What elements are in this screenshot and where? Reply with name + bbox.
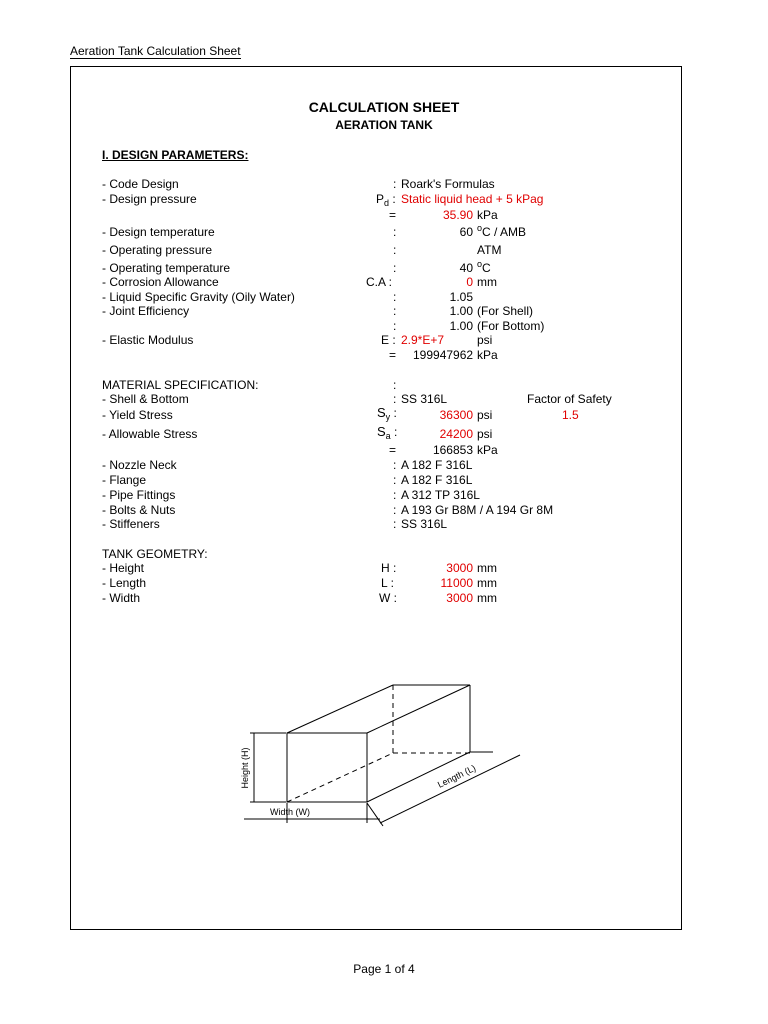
colon: :	[393, 243, 397, 257]
label-operating-pressure: - Operating pressure	[102, 243, 213, 257]
label-shell-bottom: - Shell & Bottom	[102, 392, 189, 406]
colon: :	[393, 304, 397, 318]
value-operating-temperature: 40	[459, 261, 473, 275]
top-edge-left	[287, 685, 393, 733]
symbol-ca: C.A :	[366, 275, 393, 289]
unit: mm	[477, 561, 497, 575]
heading-tank-geometry: TANK GEOMETRY:	[102, 547, 208, 561]
label-operating-temperature: - Operating temperature	[102, 261, 231, 275]
equals: =	[389, 208, 397, 222]
label-length: - Length	[102, 576, 147, 590]
value-design-pressure-kpa: 35.90	[442, 208, 473, 222]
symbol-pd: $P_d$ :	[376, 192, 396, 208]
page-header: Aeration Tank Calculation Sheet	[70, 44, 241, 58]
value-stiffeners: SS 316L	[401, 517, 448, 531]
symbol-w: W :	[379, 591, 397, 605]
value-bolts-nuts: A 193 Gr B8M / A 194 Gr 8M	[401, 503, 554, 517]
unit: kPa	[477, 443, 498, 457]
front-face	[287, 733, 367, 802]
colon: :	[393, 517, 397, 531]
colon: :	[393, 290, 397, 304]
colon: :	[393, 473, 397, 487]
label-elastic-modulus: - Elastic Modulus	[102, 333, 194, 347]
label-flange: - Flange	[102, 473, 147, 487]
label-nozzle-neck: - Nozzle Neck	[102, 458, 177, 472]
label-corrosion-allowance: - Corrosion Allowance	[102, 275, 219, 289]
value-joint-efficiency-bottom: 1.00	[449, 319, 473, 333]
label-stiffeners: - Stiffeners	[102, 517, 160, 531]
value-elastic-modulus-kpa: 199947962	[413, 348, 474, 362]
label-design-pressure: - Design pressure	[102, 192, 197, 206]
hidden-edge-diagonal	[287, 753, 393, 802]
top-edge-right	[367, 685, 470, 733]
label-width: - Width	[102, 591, 141, 605]
value-design-pressure: Static liquid head + 5 kPag	[401, 192, 544, 206]
value-elastic-modulus: 2.9*E+7	[401, 333, 445, 347]
length-dimension-line	[380, 755, 520, 823]
value-length: 11000	[440, 576, 473, 590]
value-allowable-stress-kpa: 166853	[432, 443, 473, 457]
symbol-l: L :	[381, 576, 394, 590]
value-design-temperature: 60	[459, 225, 473, 239]
sheet-title: CALCULATION SHEET	[308, 99, 460, 115]
symbol-sa: $S_a$ :	[377, 424, 398, 441]
value-pipe-fittings: A 312 TP 316L	[401, 488, 480, 502]
unit: (For Bottom)	[477, 319, 545, 333]
label-height: - Height	[102, 561, 145, 575]
unit: psi	[477, 333, 493, 347]
label-design-temperature: - Design temperature	[102, 225, 215, 239]
width-dimension-label: Width (W)	[270, 807, 310, 817]
label-yield-stress: - Yield Stress	[102, 408, 173, 422]
equals: =	[389, 443, 397, 457]
heading-material-specification: MATERIAL SPECIFICATION:	[102, 378, 259, 392]
value-shell-bottom: SS 316L	[401, 392, 448, 406]
value-flange: A 182 F 316L	[401, 473, 473, 487]
value-yield-stress: 36300	[439, 408, 473, 422]
symbol-e: E :	[381, 333, 396, 347]
value-height: 3000	[446, 561, 473, 575]
label-joint-efficiency: - Joint Efficiency	[102, 304, 190, 318]
label-code-design: - Code Design	[102, 177, 179, 191]
equals: =	[389, 348, 397, 362]
colon: :	[393, 392, 397, 406]
value-allowable-stress: 24200	[439, 427, 473, 441]
section-design-parameters: I. DESIGN PARAMETERS:	[102, 148, 249, 162]
unit: (For Shell)	[477, 304, 534, 318]
symbol-h: H :	[381, 561, 397, 575]
unit: kPa	[477, 348, 498, 362]
colon: :	[393, 458, 397, 472]
colon: :	[393, 177, 397, 191]
colon: :	[393, 319, 397, 333]
colon: :	[393, 261, 397, 275]
page-number: Page 1 of 4	[353, 962, 415, 976]
colon: :	[393, 378, 397, 392]
label-pipe-fittings: - Pipe Fittings	[102, 488, 176, 502]
value-specific-gravity: 1.05	[449, 290, 473, 304]
value-code-design: Roark's Formulas	[401, 177, 495, 191]
unit: mm	[477, 275, 497, 289]
value-joint-efficiency-shell: 1.00	[449, 304, 473, 318]
value-nozzle-neck: A 182 F 316L	[401, 458, 473, 472]
sheet-subtitle: AERATION TANK	[335, 118, 433, 132]
unit: psi	[477, 408, 493, 422]
label-allowable-stress: - Allowable Stress	[102, 427, 198, 441]
symbol-sy: $S_y$ :	[377, 405, 397, 422]
length-dimension-label: Length (L)	[436, 762, 478, 790]
unit: mm	[477, 591, 497, 605]
value-width: 3000	[446, 591, 473, 605]
label-bolts-nuts: - Bolts & Nuts	[102, 503, 176, 517]
label-specific-gravity: - Liquid Specific Gravity (Oily Water)	[102, 290, 295, 304]
colon: :	[393, 225, 397, 239]
unit: $^o$C / AMB	[477, 223, 527, 239]
height-dimension-label: Height (H)	[240, 747, 250, 789]
value-factor-of-safety: 1.5	[562, 408, 579, 422]
unit: ATM	[477, 243, 502, 257]
value-corrosion-allowance: 0	[466, 275, 473, 289]
unit: mm	[477, 576, 497, 590]
unit: $^o$C	[477, 259, 491, 275]
colon: :	[393, 488, 397, 502]
colon: :	[393, 503, 397, 517]
label-factor-of-safety: Factor of Safety	[527, 392, 612, 406]
unit: kPa	[477, 208, 498, 222]
length-extension-front	[367, 803, 383, 826]
unit: psi	[477, 427, 493, 441]
